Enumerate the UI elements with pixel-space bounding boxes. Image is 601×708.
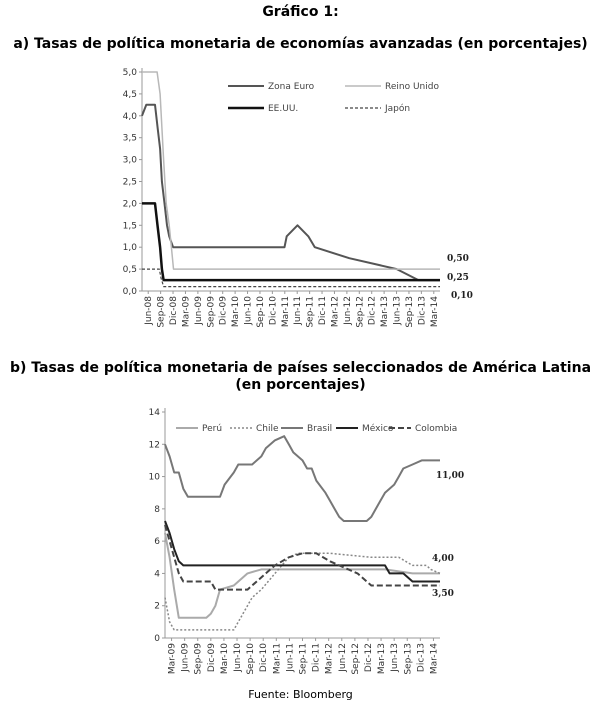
x-tick-label: Dic-12 bbox=[363, 643, 374, 673]
series-line-zona-euro bbox=[142, 105, 440, 280]
legend-label: Colombia bbox=[415, 424, 458, 434]
end-value-label: 0,25 bbox=[447, 273, 469, 283]
series-line-jap-n bbox=[142, 269, 440, 287]
x-tick-label: Jun-11 bbox=[293, 296, 304, 325]
series-line-m-xico bbox=[165, 521, 440, 582]
x-tick-label: Mar-10 bbox=[231, 296, 242, 328]
chart-b-title-line1: b) Tasas de política monetaria de países seleccionados de América Latina bbox=[9, 360, 592, 376]
x-tick-label: Sep-09 bbox=[193, 643, 204, 675]
x-tick-label: Dic-11 bbox=[318, 296, 329, 326]
end-value-label: 11,00 bbox=[436, 471, 465, 481]
y-tick-label: 1,5 bbox=[122, 221, 137, 232]
x-tick-label: Mar-10 bbox=[219, 643, 230, 675]
x-tick-label: Mar-12 bbox=[330, 296, 341, 328]
x-tick-label: Dic-09 bbox=[218, 296, 229, 326]
x-tick-label: Mar-09 bbox=[167, 643, 178, 675]
y-tick-label: 5,0 bbox=[122, 68, 137, 78]
legend-label: Japón bbox=[385, 104, 411, 114]
x-tick-label: Mar-14 bbox=[429, 296, 440, 328]
end-value-label: 0,50 bbox=[447, 254, 469, 264]
y-tick-label: 2,0 bbox=[122, 199, 137, 210]
y-tick-label: 0,0 bbox=[122, 287, 137, 297]
chart-a bbox=[0, 58, 601, 358]
x-tick-label: Jun-10 bbox=[233, 643, 244, 672]
x-tick-label: Dic-09 bbox=[206, 643, 217, 673]
y-tick-label: 6 bbox=[154, 537, 160, 548]
x-tick-label: Jun-09 bbox=[193, 296, 204, 325]
legend-label: México bbox=[362, 424, 394, 434]
x-tick-label: Dic-11 bbox=[311, 643, 322, 673]
legend-label: Brasil bbox=[307, 424, 333, 434]
x-tick-label: Sep-10 bbox=[255, 296, 266, 328]
x-tick-label: Jun-12 bbox=[342, 296, 353, 325]
x-tick-label: Sep-12 bbox=[350, 643, 361, 675]
x-tick-label: Jun-09 bbox=[180, 643, 191, 672]
x-tick-label: Mar-12 bbox=[324, 643, 335, 675]
end-value-label: 4,00 bbox=[432, 554, 454, 564]
x-tick-label: Mar-11 bbox=[280, 296, 291, 328]
legend-label: EE.UU. bbox=[268, 104, 299, 114]
y-tick-label: 10 bbox=[148, 472, 160, 483]
x-tick-label: Jun-13 bbox=[390, 643, 401, 672]
y-tick-label: 2,5 bbox=[122, 177, 137, 188]
legend-label: Perú bbox=[202, 424, 223, 434]
x-tick-label: Mar-09 bbox=[181, 296, 192, 328]
x-tick-label: Dic-13 bbox=[417, 296, 428, 326]
main-title: Gráfico 1: bbox=[262, 4, 339, 20]
x-tick-label: Sep-08 bbox=[156, 296, 167, 328]
x-tick-label: Mar-14 bbox=[429, 643, 440, 675]
x-tick-label: Dic-10 bbox=[268, 296, 279, 326]
x-tick-label: Sep-13 bbox=[404, 296, 415, 328]
x-tick-label: Jun-08 bbox=[144, 296, 155, 325]
y-tick-label: 4,5 bbox=[122, 89, 137, 100]
y-tick-label: 8 bbox=[154, 504, 160, 515]
chart-a-title: a) Tasas de política monetaria de economías avanzadas (en porcentajes) bbox=[13, 36, 588, 52]
end-value-label: 0,10 bbox=[451, 291, 473, 301]
chart-b-title-line2: (en porcentajes) bbox=[235, 377, 366, 393]
x-tick-label: Mar-11 bbox=[272, 643, 283, 675]
y-tick-label: 4 bbox=[154, 569, 160, 580]
series-line-per- bbox=[165, 533, 440, 618]
y-tick-label: 3,0 bbox=[122, 155, 137, 166]
series-line-reino-unido bbox=[142, 72, 440, 269]
y-tick-label: 0 bbox=[154, 634, 160, 644]
legend-label: Reino Unido bbox=[385, 82, 439, 92]
series-line-brasil bbox=[165, 436, 440, 521]
legend-label: Chile bbox=[256, 424, 279, 434]
y-tick-label: 4,0 bbox=[122, 111, 137, 122]
y-tick-label: 14 bbox=[148, 408, 160, 418]
x-tick-label: Sep-10 bbox=[246, 643, 257, 675]
x-tick-label: Dic-12 bbox=[367, 296, 378, 326]
x-tick-label: Dic-08 bbox=[169, 296, 180, 326]
legend-label: Zona Euro bbox=[268, 82, 315, 92]
x-tick-label: Dic-13 bbox=[416, 643, 427, 673]
x-tick-label: Jun-10 bbox=[243, 296, 254, 325]
y-tick-label: 0,5 bbox=[122, 265, 137, 276]
x-tick-label: Dic-10 bbox=[259, 643, 270, 673]
x-tick-label: Sep-11 bbox=[298, 643, 309, 675]
chart-b bbox=[0, 398, 601, 688]
y-tick-label: 3,5 bbox=[122, 133, 137, 144]
y-tick-label: 12 bbox=[148, 440, 160, 451]
x-tick-label: Jun-13 bbox=[392, 296, 403, 325]
y-tick-label: 1,0 bbox=[122, 243, 137, 254]
x-tick-label: Jun-11 bbox=[285, 643, 296, 672]
x-tick-label: Mar-13 bbox=[377, 643, 388, 675]
y-tick-label: 2 bbox=[154, 601, 160, 612]
x-tick-label: Sep-12 bbox=[355, 296, 366, 328]
x-tick-label: Sep-13 bbox=[403, 643, 414, 675]
x-tick-label: Mar-13 bbox=[380, 296, 391, 328]
x-tick-label: Sep-09 bbox=[206, 296, 217, 328]
x-tick-label: Jun-12 bbox=[337, 643, 348, 672]
end-value-label: 3,50 bbox=[432, 589, 454, 599]
x-tick-label: Sep-11 bbox=[305, 296, 316, 328]
source-note: Fuente: Bloomberg bbox=[248, 688, 353, 701]
